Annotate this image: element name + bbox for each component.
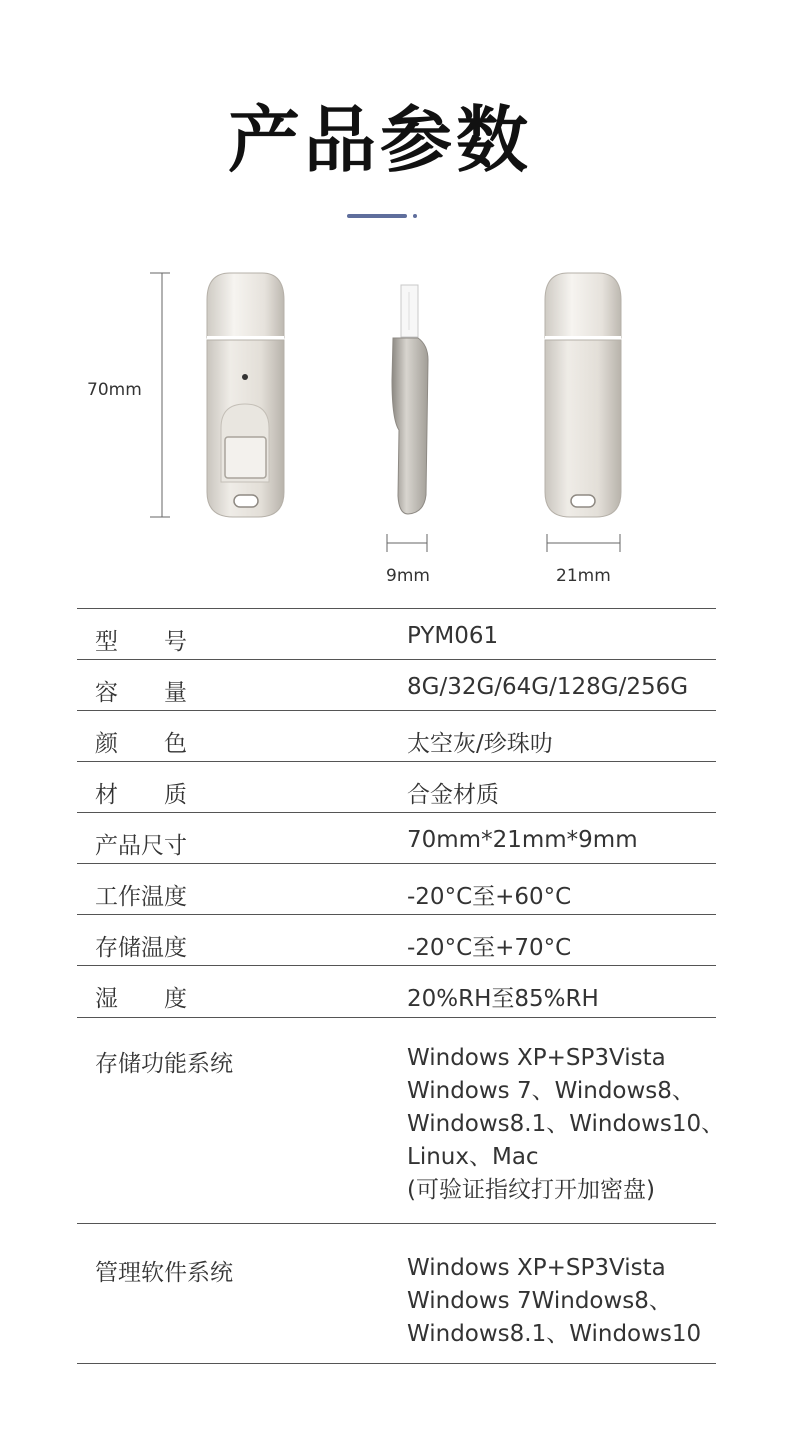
spec-value: -20°C至+70°C bbox=[407, 935, 572, 961]
os-line: Windows 7Windows8、 bbox=[407, 1288, 672, 1314]
os-line: Linux、Mac bbox=[407, 1144, 539, 1170]
spec-row-capacity bbox=[77, 660, 716, 711]
spec-row-operating-temp bbox=[77, 864, 716, 915]
spec-row-size bbox=[77, 813, 716, 864]
spec-row-humidity bbox=[77, 966, 716, 1018]
spec-label: 产品尺寸 bbox=[95, 833, 187, 859]
usb-back-view bbox=[545, 273, 621, 517]
width-dimension bbox=[547, 534, 620, 552]
spec-label: 材 质 bbox=[95, 782, 187, 808]
os-line: Windows XP+SP3Vista bbox=[407, 1045, 666, 1071]
spec-label: 型 号 bbox=[95, 629, 187, 655]
spec-row-storage-os bbox=[77, 1018, 725, 1224]
title-underline-dot bbox=[413, 214, 417, 218]
spec-value-lines bbox=[407, 1252, 701, 1351]
spec-row-storage-temp bbox=[77, 915, 716, 966]
spec-row-color bbox=[77, 711, 716, 762]
spec-value: 70mm*21mm*9mm bbox=[407, 827, 638, 853]
usb-front-view bbox=[207, 273, 284, 517]
spec-label: 存储功能系统 bbox=[95, 1051, 233, 1077]
spec-label: 管理软件系统 bbox=[95, 1260, 233, 1286]
spec-row-management-os bbox=[77, 1224, 716, 1364]
spec-value: PYM061 bbox=[407, 623, 499, 649]
spec-label: 容 量 bbox=[95, 680, 187, 706]
thickness-label: 9mm bbox=[386, 566, 430, 586]
spec-value: 合金材质 bbox=[407, 782, 499, 808]
page-title: 产品参数 bbox=[227, 98, 532, 182]
usb-side-view bbox=[392, 285, 428, 514]
os-line: Windows XP+SP3Vista bbox=[407, 1255, 666, 1281]
spec-value-lines bbox=[407, 1042, 724, 1207]
thickness-dimension bbox=[387, 534, 427, 552]
title-underline bbox=[347, 214, 407, 218]
spec-table bbox=[77, 608, 725, 1364]
os-line: (可验证指纹打开加密盘) bbox=[407, 1177, 655, 1203]
spec-value: 20%RH至85%RH bbox=[407, 986, 599, 1012]
spec-label: 存储温度 bbox=[95, 935, 187, 961]
height-dimension bbox=[150, 273, 170, 517]
spec-label: 工作温度 bbox=[95, 884, 187, 910]
height-label: 70mm bbox=[87, 380, 142, 400]
spec-row-model bbox=[77, 609, 716, 660]
product-views bbox=[0, 260, 790, 600]
spec-value: 8G/32G/64G/128G/256G bbox=[407, 674, 689, 700]
spec-row-material bbox=[77, 762, 716, 813]
os-line: Windows8.1、Windows10、 bbox=[407, 1111, 725, 1137]
spec-label: 湿 度 bbox=[95, 986, 187, 1012]
os-line: Windows8.1、Windows10 bbox=[407, 1321, 702, 1347]
os-line: Windows 7、Windows8、 bbox=[407, 1078, 695, 1104]
width-label: 21mm bbox=[556, 566, 611, 586]
spec-value: 太空灰/珍珠叻 bbox=[407, 731, 553, 757]
spec-value: -20°C至+60°C bbox=[407, 884, 572, 910]
spec-label: 颜 色 bbox=[95, 731, 187, 757]
